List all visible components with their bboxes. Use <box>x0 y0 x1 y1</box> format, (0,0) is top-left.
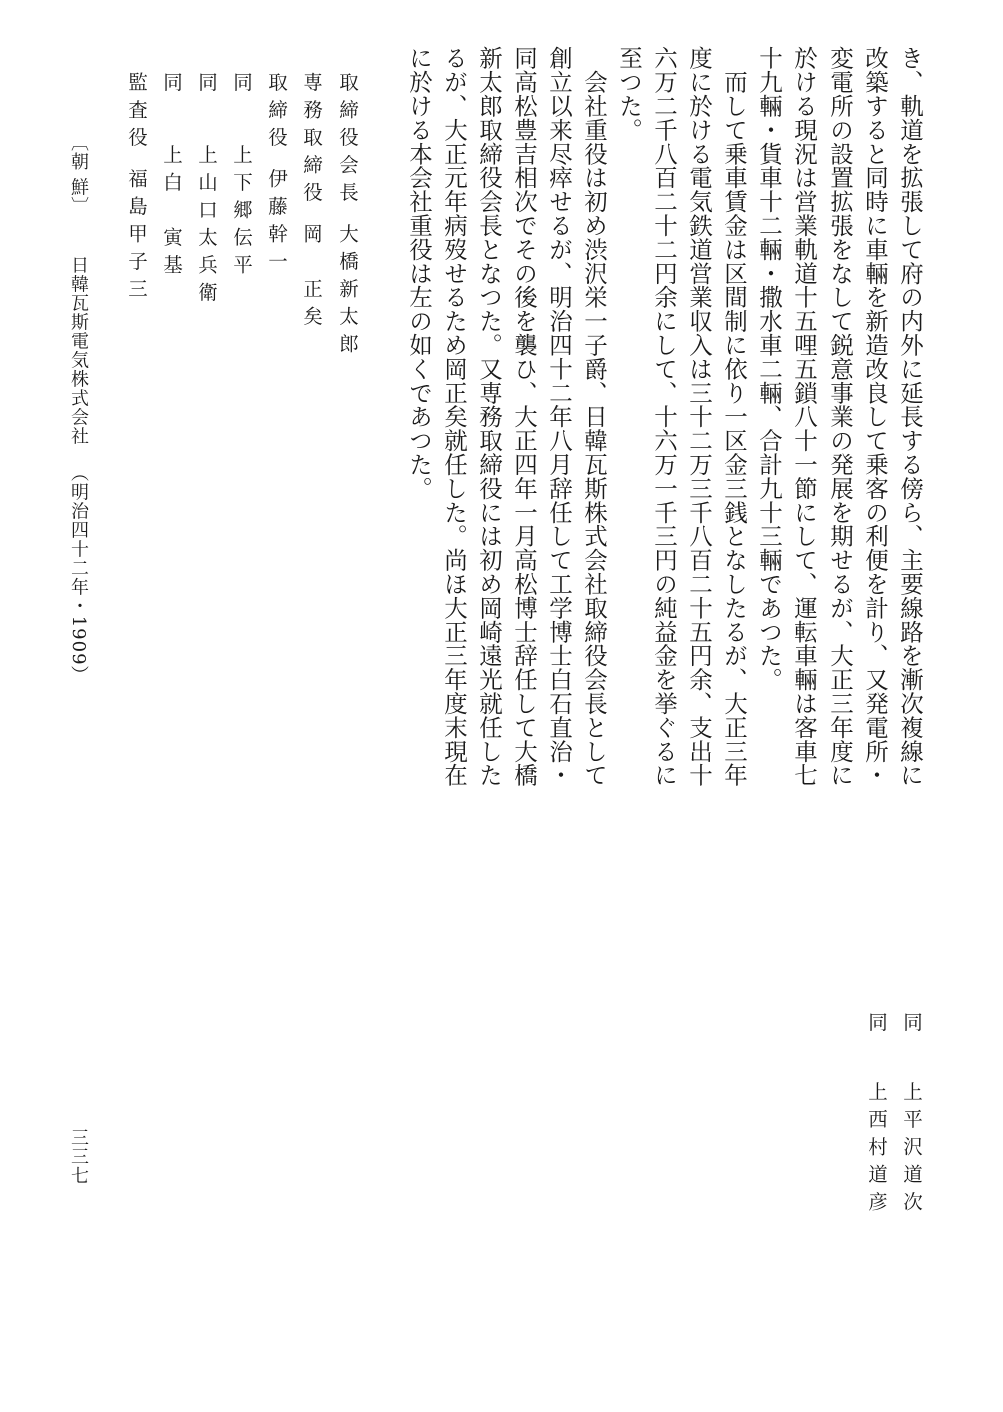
body-line: 至つた。 <box>615 46 643 142</box>
body-line: 創立以来尽瘁せるが、明治四十二年八月辞任して工学博士白石直治・ <box>545 46 573 787</box>
officer-entry <box>338 72 358 361</box>
officer-entry <box>232 72 252 282</box>
officer-entry <box>197 72 217 310</box>
body-line: き、軌道を拡張して府の内外に延長する傍ら、主要線路を漸次複線に <box>896 46 924 787</box>
officer-name: 上山口太兵衛 <box>195 144 218 310</box>
officer-name: 上西村道彦 <box>865 1081 888 1219</box>
header-company: 日韓瓦斯電気株式会社 <box>68 255 89 446</box>
officer-entry <box>902 1012 922 1219</box>
officer-title: 取締役会長 <box>336 72 359 210</box>
officer-title: 同 <box>900 1012 923 1040</box>
officer-name: 上下郷伝平 <box>230 144 253 282</box>
officer-title: 同 <box>230 72 253 100</box>
body-line: 改築すると同時に車輛を新造改良して乗客の利便を計り、又発電所・ <box>861 46 889 787</box>
officer-title: 専務取締役 <box>300 72 323 210</box>
body-line: るが、大正元年病歿せるため岡正矣就任した。尚ほ大正三年度末現在 <box>440 46 468 787</box>
officer-title: 同 <box>865 1012 888 1040</box>
body-line: 同高松豊吉相次でその後を襲ひ、大正四年一月高松博士辞任して大橋 <box>510 46 538 787</box>
officer-name: 伊藤幹一 <box>265 168 288 279</box>
header-region: 〔朝 鮮〕 <box>68 133 89 216</box>
officer-name: 上白 寅基 <box>160 144 183 282</box>
officer-entry <box>302 72 322 334</box>
body-line: に於ける本会社重役は左の如くであつた。 <box>405 46 433 501</box>
running-header <box>69 133 87 685</box>
officer-name: 福島甲子三 <box>125 168 148 306</box>
officer-title: 同 <box>160 72 183 100</box>
officer-entry <box>127 72 147 306</box>
officer-name: 岡 正矣 <box>300 223 323 334</box>
body-line: 変電所の設置拡張をなして鋭意事業の発展を期せるが、大正三年度に <box>826 46 854 787</box>
officer-title: 取締役 <box>265 72 288 155</box>
officer-title: 監査役 <box>125 72 148 155</box>
officer-name: 大橋新太郎 <box>336 223 359 361</box>
body-line: 而して乗車賃金は区間制に依り一区金三銭となしたるが、大正三年 <box>720 46 748 787</box>
officer-name: 上平沢道次 <box>900 1081 923 1219</box>
body-line: 度に於ける電気鉄道営業収入は三十二万三千八百二十五円余、支出十 <box>685 46 713 787</box>
body-line: 会社重役は初め渋沢栄一子爵、日韓瓦斯株式会社取締役会長として <box>580 46 608 787</box>
body-line: 新太郎取締役会長となつた。又専務取締役には初め岡崎遠光就任した <box>475 46 503 787</box>
officer-entry <box>867 1012 887 1219</box>
officer-entry <box>267 72 287 279</box>
body-line: 六万二千八百二十二円余にして、十六万一千三円の純益金を挙ぐるに <box>650 46 678 787</box>
header-period: （明治四十二年・1909） <box>68 463 89 685</box>
page-number: 三三七 <box>68 1128 89 1185</box>
body-line: 於ける現況は営業軌道十五哩五鎖八十一節にして、運転車輛は客車七 <box>790 46 818 787</box>
officer-entry <box>162 72 182 282</box>
body-line: 十九輛・貨車十二輛・撒水車二輛、合計九十三輛であつた。 <box>755 46 783 692</box>
officer-title: 同 <box>195 72 218 100</box>
